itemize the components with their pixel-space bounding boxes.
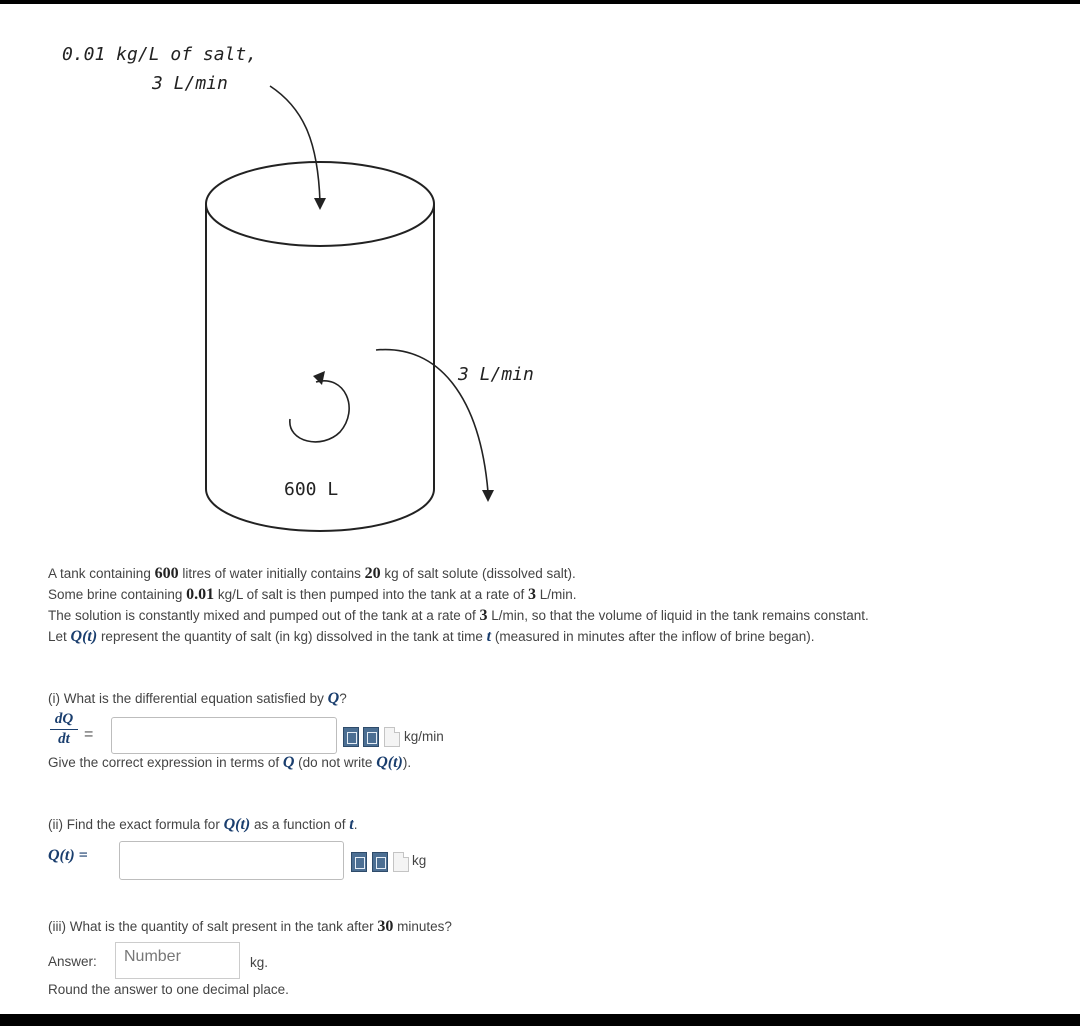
formula-editor-icon[interactable] [372, 852, 388, 872]
formula-editor-icon[interactable] [363, 727, 379, 747]
problem-line-2: Some brine containing 0.01 kg/L of salt is then pumped into the tank at a rate of 3 L/min. [48, 586, 577, 603]
derivative-denominator: dt [58, 731, 70, 747]
rounding-note: Round the answer to one decimal place. [48, 982, 289, 997]
outflow-label-rate: 3 L/min [458, 364, 534, 385]
part3-question: (iii) What is the quantity of salt present in the tank after 30 minutes? [48, 918, 452, 935]
tank-volume-label: 600 L [284, 479, 339, 500]
tank-diagram [0, 4, 600, 544]
help-doc-icon[interactable] [393, 852, 409, 872]
part3-unit: kg. [250, 955, 269, 970]
answer-label: Answer: [48, 954, 97, 969]
page [0, 4, 1080, 1014]
derivative-fraction [50, 711, 78, 748]
help-doc-icon[interactable] [384, 727, 400, 747]
part2-question: (ii) Find the exact formula for Q(t) as a function of t. [48, 816, 358, 833]
problem-line-4: Let Q(t) represent the quantity of salt (in kg) dissolved in the tank at time t (measured in minutes after the inflow of brine began). [48, 628, 815, 645]
part1-question: (i) What is the differential equation satisfied by Q? [48, 690, 347, 707]
part2-unit: kg [412, 853, 427, 868]
problem-line-1: A tank containing 600 litres of water initially contains 20 kg of salt solute (dissolved salt). [48, 565, 576, 582]
stir-arrow [290, 371, 349, 442]
preview-icon[interactable] [351, 852, 367, 872]
answer-number-input[interactable]: Number [115, 942, 240, 979]
inflow-label-rate: 3 L/min [152, 73, 228, 94]
dq-dt-input[interactable] [111, 717, 337, 754]
part1-hint: Give the correct expression in terms of Q (do not write Q(t)). [48, 754, 412, 771]
problem-line-3: The solution is constantly mixed and pumped out of the tank at a rate of 3 L/min, so that the volume of liquid in the tank remains constant. [48, 607, 869, 624]
preview-icon[interactable] [343, 727, 359, 747]
q-of-t-input[interactable] [119, 841, 344, 880]
inflow-label-concentration: 0.01 kg/L of salt, [62, 44, 258, 65]
tank-cylinder [206, 162, 434, 531]
derivative-numerator: dQ [54, 711, 74, 727]
part1-unit: kg/min [404, 729, 444, 744]
part2-lhs: Q(t) = [48, 847, 88, 864]
equals-sign: = [84, 726, 94, 743]
